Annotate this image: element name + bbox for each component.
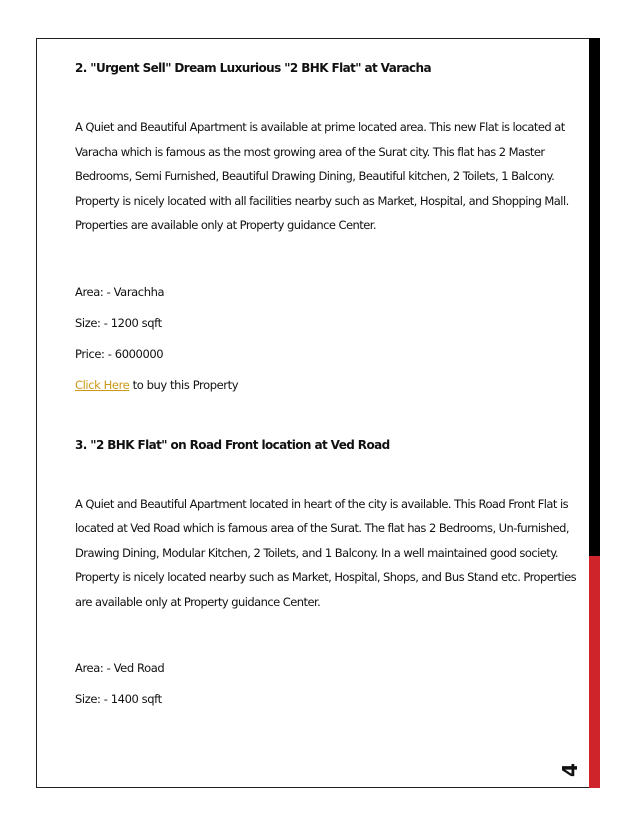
page-number: 4 <box>558 763 582 777</box>
page-content <box>75 55 581 706</box>
listing-heading: 2. "Urgent Sell" Dream Luxurious "2 BHK Flat" at Varacha <box>75 61 431 75</box>
listing-description: A Quiet and Beautiful Apartment located in heart of the city is available. This Road Front Flat is located at Ved Road which is famous area of the Surat. The flat has 2 Bedrooms, Un-furnished, Drawing Dining, Modular Kitchen, 2 Toilets, and 1 Balcony. In a well maintained good society. Property is nicely located nearby such as Market, Hospital, Shops, and Bus Stand etc. Properties are available only at Property guidance Center. <box>75 496 577 609</box>
side-bar-red <box>589 556 600 788</box>
listing-heading: 3. "2 BHK Flat" on Road Front location at Ved Road <box>75 437 390 452</box>
buy-property-text: to buy this Property <box>129 377 239 392</box>
listing-price: Price: - 6000000 <box>75 346 164 361</box>
side-bar-black <box>589 38 600 556</box>
listing-area: Area: - Ved Road <box>75 661 165 675</box>
buy-property-line <box>75 378 581 392</box>
listing-area: Area: - Varachha <box>75 284 165 299</box>
listing-description: A Quiet and Beautiful Apartment is available at prime located area. This new Flat is located at Varacha which is famous as the most growing area of the Surat city. This flat has 2 Master Bedrooms, Semi Furnished, Beautiful Drawing Dining, Beautiful kitchen, 2 Toilets, 1 Balcony. Property is nicely located with all facilities nearby such as Market, Hospital, and Shopping Mall. Properties are available only at Property guidance Center. <box>75 120 569 232</box>
click-here-link[interactable]: Click Here <box>75 377 130 392</box>
listing-size: Size: - 1400 sqft <box>75 692 162 706</box>
listing-size: Size: - 1200 sqft <box>75 315 162 330</box>
